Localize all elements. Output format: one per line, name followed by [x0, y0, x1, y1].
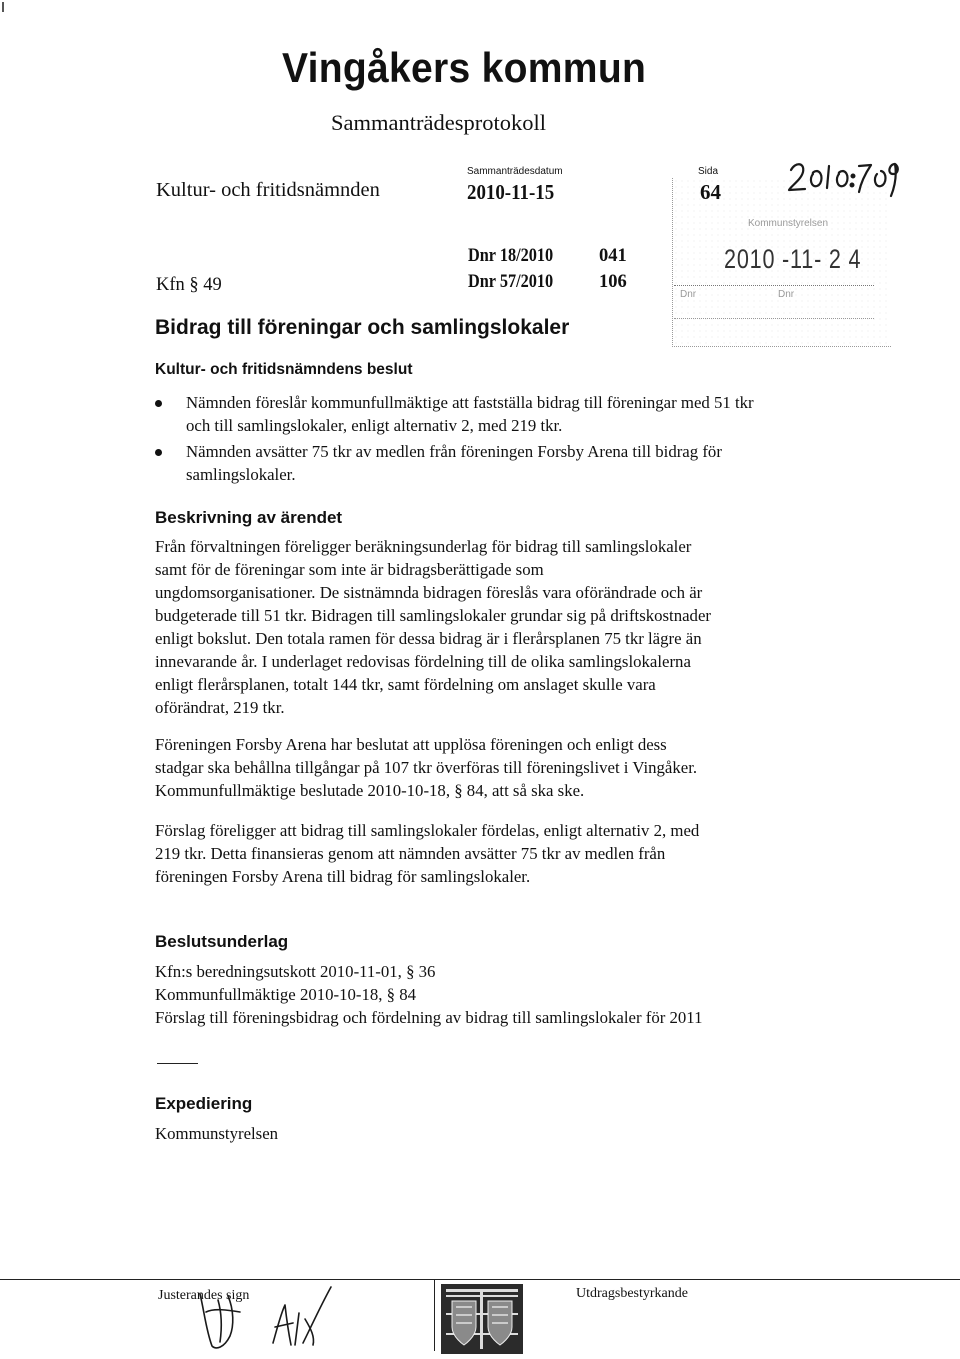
- description-heading: Beskrivning av ärendet: [155, 508, 343, 527]
- municipality-title: Vingåkers kommun: [282, 44, 647, 91]
- utdragsbestyrkande-label: Utdragsbestyrkande: [576, 1286, 688, 1301]
- text-line: föreningen Forsby Arena till bidrag för samlingslokaler.: [155, 867, 531, 886]
- stamp-rule: [674, 285, 874, 286]
- meeting-date-label: Sammanträdesdatum: [467, 166, 563, 177]
- text-line: ungdomsorganisationer. De sistnämnda bidragen föreslås vara oförändrade och är: [155, 583, 703, 602]
- separator: [157, 1063, 198, 1064]
- footer-divider: [434, 1279, 435, 1351]
- bullet-icon: [155, 449, 162, 456]
- description-paragraph-3: [155, 819, 755, 888]
- handwritten-reference: [785, 152, 905, 200]
- paragraph-number: Kfn § 49: [156, 275, 222, 295]
- basis-heading: Beslutsunderlag: [155, 932, 289, 951]
- basis-list: [155, 960, 755, 1029]
- description-paragraph-1: [155, 535, 755, 719]
- distribution-recipient: Kommunstyrelsen: [155, 1124, 279, 1143]
- text-line: oförändrat, 219 tkr.: [155, 698, 285, 717]
- margin-mark: [2, 2, 4, 12]
- stamp-faint-ref: Dnr: [778, 289, 795, 300]
- text-line: innevarande år. I underlaget redovisas fördelning till de olika samlingslokalerna: [155, 652, 691, 671]
- stamp-faint-dnr: Dnr: [680, 289, 697, 300]
- dnr-1: Dnr 18/2010: [468, 246, 554, 266]
- coat-of-arms-stamp: [440, 1283, 524, 1355]
- text-line: budgeterade till 51 tkr. Bidragen till samlingslokaler grundar sig på driftskostnader: [155, 606, 711, 625]
- text-line: Från förvaltningen föreligger beräkningsunderlag för bidrag till samlingslokaler: [155, 537, 692, 556]
- stamp-faint-text: Kommunstyrelsen: [748, 218, 829, 229]
- meeting-date: 2010-11-15: [467, 180, 555, 204]
- decision-heading: Kultur- och fritidsnämndens beslut: [155, 361, 413, 378]
- stamp-rule: [674, 318, 874, 319]
- page-label: Sida: [698, 166, 719, 177]
- dnr-2: Dnr 57/2010: [468, 272, 554, 292]
- description-paragraph-2: [155, 733, 755, 802]
- decision-bullet-text: Nämnden föreslår kommunfullmäktige att fastställa bidrag till föreningar med 51 tkr och till samlingslokaler, enligt alternativ 2, med 219 tkr.: [186, 393, 754, 435]
- committee-name: Kultur- och fritidsnämnden: [156, 179, 380, 201]
- distribution-heading: Expediering: [155, 1094, 253, 1113]
- basis-item: Kfn:s beredningsutskott 2010-11-01, § 36: [155, 962, 436, 981]
- text-line: enligt bokslut. Den totala ramen för dessa bidrag är i flerårsplanen 75 tkr lägre än: [155, 629, 702, 648]
- decision-bullet: [155, 391, 755, 437]
- text-line: enligt flerårsplanen, totalt 144 tkr, samt fördelning om anslaget skulle vara: [155, 675, 656, 694]
- footer-rule: [0, 1279, 960, 1280]
- signature-second: [265, 1283, 335, 1351]
- page-number: 64: [700, 180, 721, 204]
- document-type: Sammanträdesprotokoll: [331, 110, 546, 135]
- decision-bullet: [155, 440, 755, 486]
- text-line: 219 tkr. Detta finansieras genom att nämnden avsätter 75 tkr av medlen från: [155, 844, 666, 863]
- text-line: stadgar ska behållna tillgångar på 107 tkr överföras till föreningslivet i Vingåker.: [155, 758, 698, 777]
- text-line: Föreningen Forsby Arena har beslutat att upplösa föreningen och enligt dess: [155, 735, 667, 754]
- justerandes-sign-label: Justerandes sign: [158, 1288, 250, 1303]
- basis-item: Kommunfullmäktige 2010-10-18, § 84: [155, 985, 417, 1004]
- text-line: Kommunfullmäktige beslutade 2010-10-18, § 84, att så ska ske.: [155, 781, 585, 800]
- basis-item: Förslag till föreningsbidrag och fördelning av bidrag till samlingslokaler för 2011: [155, 1008, 703, 1027]
- text-line: Förslag föreligger att bidrag till samlingslokaler fördelas, enligt alternativ 2, med: [155, 821, 700, 840]
- stamp-received-date: 2010 -11- 2 4: [724, 244, 862, 274]
- text-line: samt för de föreningar som inte är bidragsberättigade som: [155, 560, 544, 579]
- case-title: Bidrag till föreningar och samlingslokaler: [155, 316, 570, 339]
- code-1: 041: [599, 246, 627, 266]
- bullet-icon: [155, 400, 162, 407]
- decision-bullet-text: Nämnden avsätter 75 tkr av medlen från föreningen Forsby Arena till bidrag för samlingslokaler.: [186, 442, 722, 484]
- code-2: 106: [599, 272, 627, 292]
